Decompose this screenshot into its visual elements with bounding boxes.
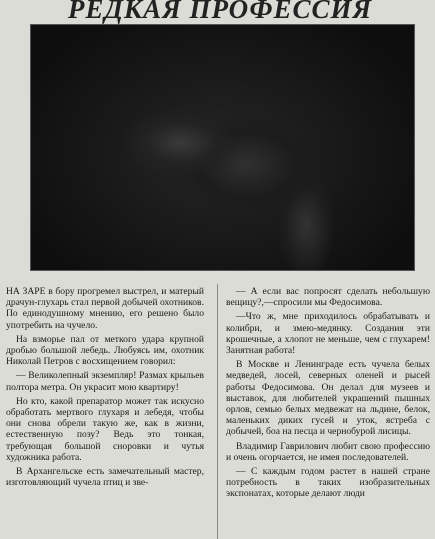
paragraph: — С каждым годом растет в нашей стране потребность в таких изобразительных экспонатах, которые делают люди	[226, 466, 430, 500]
paragraph: В Москве и Ленинграде есть чучела белых медведей, лосей, северных оленей и рысей работы Федосимова. Он делал для музеев и выставок, для любителей украшений пышных орлов, семью белых медвежат на льдине, белок, маленьких диких гусей и уток, ястреба с добычей, боа на песца и чернобурой лисицы.	[226, 359, 430, 438]
paragraph: —Что ж, мне приходилось обрабатывать и колибри, и змею-медянку. Создания эти крошечные, а хлопот не меньше, чем с глухарем! Занятная работа!	[226, 311, 430, 357]
paragraph: — Великолепный экземпляр! Размах крыльев полтора метра. Он украсит мою квартиру!	[6, 370, 204, 393]
column-divider	[217, 284, 218, 539]
paragraph: На взморье пал от меткого удара крупной дробью большой лебедь. Любуясь им, охотник Николай Петров с восхищением говорил:	[6, 333, 204, 368]
article-photo	[30, 24, 415, 271]
paragraph: — А если вас попросят сделать небольшую вещицу?,—спросили мы Федосимова.	[226, 286, 430, 309]
article-column-left	[6, 286, 204, 539]
paragraph: Но кто, какой препаратор может так искусно обработать мертвого глухаря и лебедя, чтобы они снова обрели такую же, как в жизни, естественную позу? Ведь это тонкая, требующая большой сноровки и чутья художника работа.	[6, 395, 204, 463]
article-column-right	[226, 286, 430, 539]
paragraph: НА ЗАРЕ в бору прогремел выстрел, и матерый драчун-глухарь стал первой добычей охотников. По единодушному мнению, его решено было употребить на чучело.	[6, 286, 204, 331]
paragraph: Владимир Гаврилович любит свою профессию и очень огорчается, не имея последователей.	[226, 440, 430, 463]
paragraph: В Архангельске есть замечательный мастер, изготовляющий чучела птиц и зве-	[6, 466, 204, 489]
article-headline: РЕДКАЯ ПРОФЕССИЯ	[67, 0, 373, 24]
